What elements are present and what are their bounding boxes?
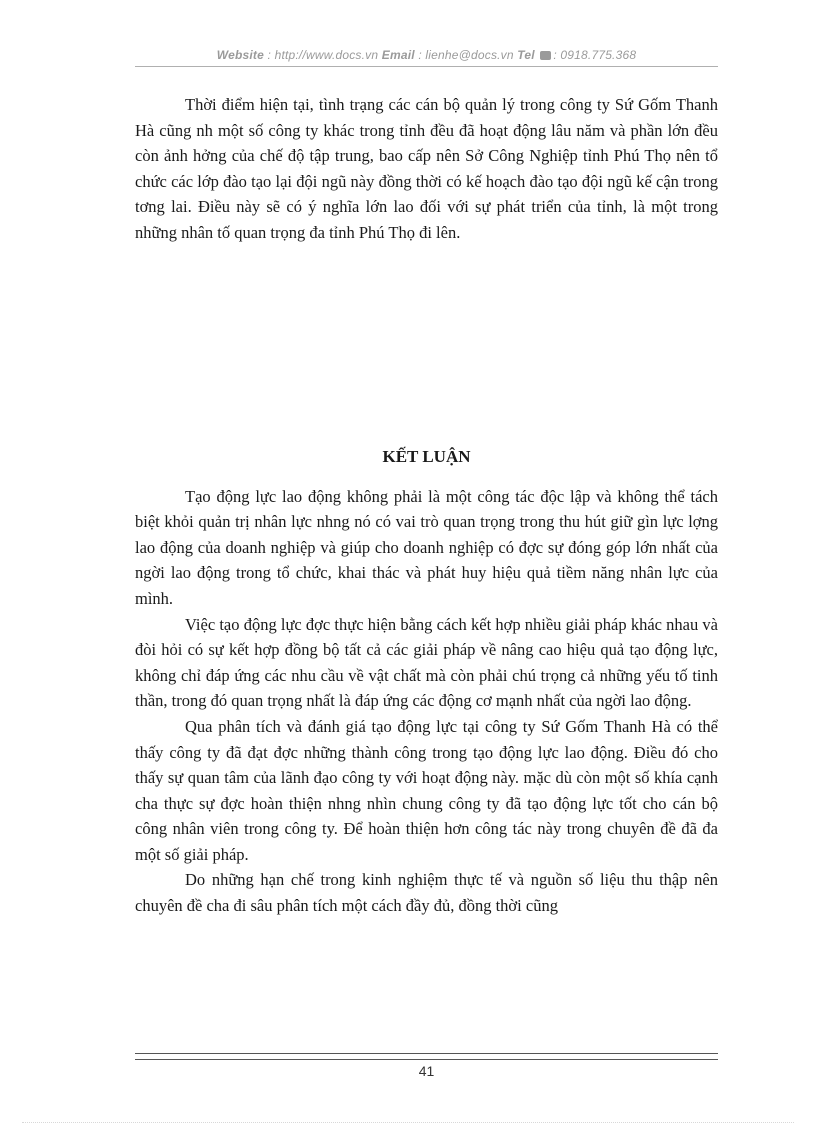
blank-space [135, 246, 718, 444]
footer-divider [135, 1053, 718, 1060]
phone-icon [540, 51, 551, 60]
conclusion-paragraph-2: Việc tạo động lực đợc thực hiện bằng cách kết hợp nhiều giải pháp khác nhau và đòi hỏi có sự kết hợp đồng bộ tất cả các giải pháp về nâng cao hiệu quả tạo động lực, không chỉ đáp ứng các nhu cầu về vật chất mà còn phải chú trọng cả những yếu tố tinh thần, trong đó quan trọng nhất là đáp ứng các động cơ mạnh nhất của ngời lao động. [135, 614, 718, 711]
intro-paragraph: Thời điểm hiện tại, tình trạng các cán bộ quản lý trong công ty Sứ Gốm Thanh Hà cũng nh một số công ty khác trong tỉnh đều đã hoạt động lâu năm và phần lớn đều còn ảnh hởng của chế độ tập trung, bao cấp nên Sở Công Nghiệp tỉnh Phú Thọ nên tổ chức các lớp đào tạo lại đội ngũ này đồng thời có kế hoạch đào tạo đội ngũ kế cận trong tơng lai. Điều này sẽ có ý nghĩa lớn lao đối với sự phát triển của tỉnh, là một trong những nhân tố quan trọng đa tỉnh Phú Thọ đi lên. [135, 95, 718, 242]
section-title: KẾT LUẬN [382, 446, 471, 466]
conclusion-paragraph-3: Qua phân tích và đánh giá tạo động lực tại công ty Sứ Gốm Thanh Hà có thể thấy công ty đã đạt đợc những thành công trong tạo động lực lao động. Điều đó cho thấy sự quan tâm của lãnh đạo công ty với hoạt động này. mặc dù còn một số khía cạnh cha thực sự đợc hoàn thiện nhng nhìn chung công ty đã tạo động lực tốt cho cán bộ công nhân viên trong công ty. Để hoàn thiện hơn công tác này trong chuyên đề đã đa một số giải pháp. [135, 716, 718, 864]
website-label: Website [216, 48, 264, 62]
tel-label: Tel [517, 48, 535, 62]
email-label: Email [381, 48, 415, 62]
page-header [135, 48, 718, 62]
website-value: : http://www.docs.vn [263, 48, 382, 62]
tel-value: : 0918.775.368 [553, 48, 637, 62]
conclusion-paragraph-1: Tạo động lực lao động không phải là một công tác độc lập và không thể tách biệt khỏi quản trị nhân lực nhng nó có vai trò quan trọng trong thu hút giữ gìn lực lợng lao động của doanh nghiệp và giúp cho doanh nghiệp có đợc sự đóng góp lớn nhất của ngời lao động trong tổ chức, khai thác và phát huy hiệu quả tiềm năng nhân lực của mình. [135, 486, 718, 608]
email-value: : lienhe@docs.vn [414, 48, 518, 62]
document-body [135, 92, 718, 919]
header-divider [135, 66, 718, 67]
page-number: 41 [418, 1063, 435, 1079]
conclusion-paragraph-4: Do những hạn chế trong kinh nghiệm thực tế và nguồn số liệu thu thập nên chuyên đề cha đi sâu phân tích một cách đầy đủ, đồng thời cũng [135, 870, 718, 916]
